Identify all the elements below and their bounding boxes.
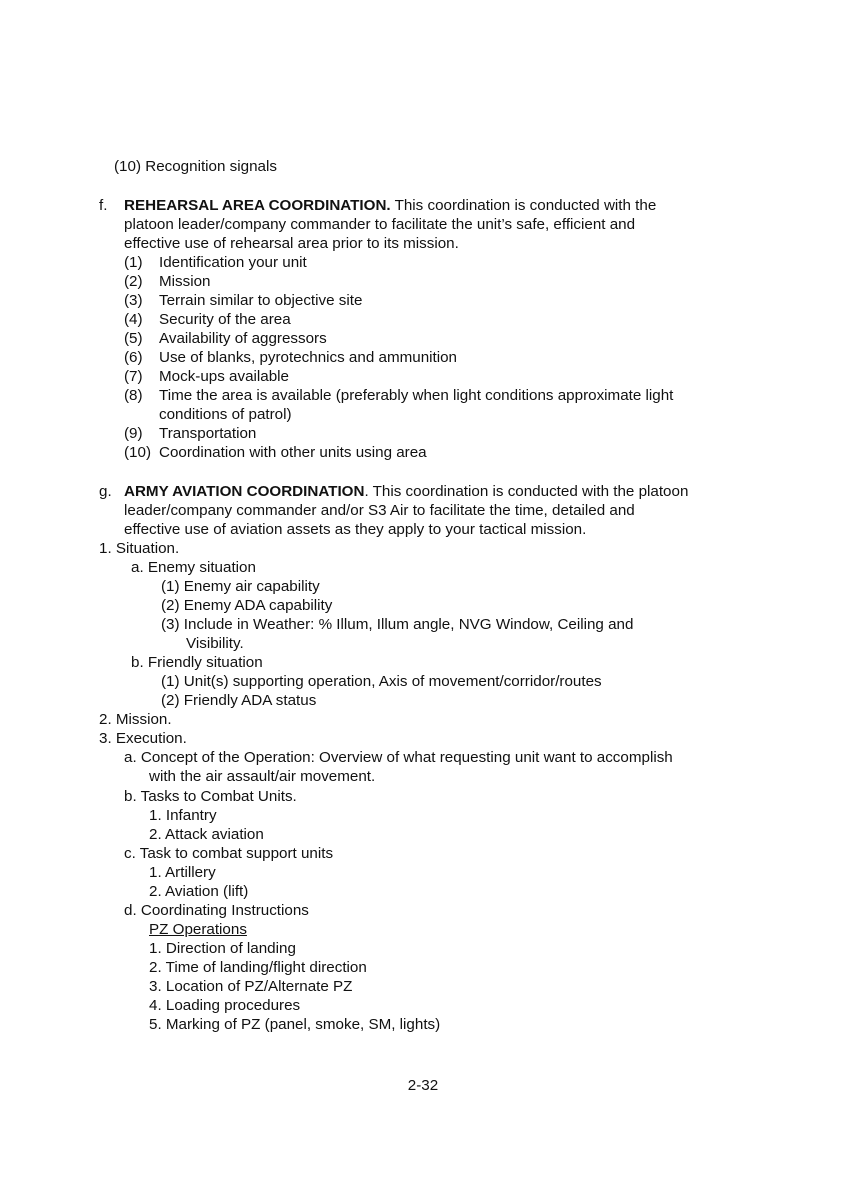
section-f-intro-2: platoon leader/company commander to facilitate the unit’s safe, efficient and — [124, 216, 636, 233]
section-f-item-text: Mission — [159, 273, 211, 290]
section-f-item-text: Transportation — [159, 425, 257, 442]
pz-operations-heading: PZ Operations — [149, 921, 247, 938]
section-f-item-num: (5) — [124, 330, 143, 347]
section-f-item-num: (9) — [124, 425, 143, 442]
section-g-intro-3: effective use of aviation assets as they apply to your tactical mission. — [124, 521, 587, 538]
outline-execution: 3. Execution. — [99, 730, 187, 747]
section-f-item-text: Terrain similar to objective site — [159, 292, 363, 309]
section-f-item-text: Time the area is available (preferably when light conditions approximate light — [159, 387, 674, 404]
pz-operations-item: 4. Loading procedures — [149, 997, 301, 1014]
section-f-item-num: (8) — [124, 387, 143, 404]
outline-enemy-situation: a. Enemy situation — [131, 559, 256, 576]
outline-tasks-combat-item: 1. Infantry — [149, 807, 217, 824]
outline-coordinating-instructions: d. Coordinating Instructions — [124, 902, 309, 919]
outline-tasks-combat-item: 2. Attack aviation — [149, 826, 264, 843]
section-f-item-text: Mock-ups available — [159, 368, 289, 385]
section-f-intro-1: This coordination is conducted with the — [390, 197, 657, 214]
section-f-item-text-continued: conditions of patrol) — [159, 406, 292, 423]
outline-tasks-support: c. Task to combat support units — [124, 845, 334, 862]
section-f-item-text: Coordination with other units using area — [159, 444, 427, 461]
outline-situation: 1. Situation. — [99, 540, 180, 557]
section-f-intro-3: effective use of rehearsal area prior to its mission. — [124, 235, 459, 252]
section-f-item-num: (6) — [124, 349, 143, 366]
section-f-heading: REHEARSAL AREA COORDINATION. — [124, 197, 391, 214]
outline-enemy-item: (3) Include in Weather: % Illum, Illum angle, NVG Window, Ceiling and — [161, 616, 634, 633]
section-g-letter: g. — [99, 483, 112, 500]
section-g-paragraph-line-1 — [124, 482, 688, 501]
section-f-item-num: (2) — [124, 273, 143, 290]
outline-friendly-item: (1) Unit(s) supporting operation, Axis of movement/corridor/routes — [161, 673, 602, 690]
page-number: 2-32 — [407, 1077, 439, 1094]
outline-friendly-situation: b. Friendly situation — [131, 654, 263, 671]
pz-operations-item: 5. Marking of PZ (panel, smoke, SM, lights) — [149, 1016, 441, 1033]
section-f-letter: f. — [99, 197, 108, 214]
section-f-paragraph-line-1 — [124, 196, 656, 215]
section-f-item-num: (7) — [124, 368, 143, 385]
pz-operations-item: 2. Time of landing/flight direction — [149, 959, 367, 976]
section-f-item-num: (1) — [124, 254, 143, 271]
outline-friendly-item: (2) Friendly ADA status — [161, 692, 317, 709]
outline-tasks-combat: b. Tasks to Combat Units. — [124, 788, 297, 805]
pz-operations-item: 3. Location of PZ/Alternate PZ — [149, 978, 353, 995]
outline-concept: a. Concept of the Operation: Overview of what requesting unit want to accomplish — [124, 749, 673, 766]
outline-mission: 2. Mission. — [99, 711, 172, 728]
outline-concept-continued: with the air assault/air movement. — [149, 768, 376, 785]
outline-tasks-support-item: 2. Aviation (lift) — [149, 883, 249, 900]
outline-enemy-item: (1) Enemy air capability — [161, 578, 320, 595]
section-f-item-num: (4) — [124, 311, 143, 328]
outline-tasks-support-item: 1. Artillery — [149, 864, 216, 881]
section-g-heading: ARMY AVIATION COORDINATION — [124, 483, 365, 500]
pz-operations-item: 1. Direction of landing — [149, 940, 296, 957]
outline-enemy-item: (2) Enemy ADA capability — [161, 597, 333, 614]
section-g-intro-2: leader/company commander and/or S3 Air to facilitate the time, detailed and — [124, 502, 635, 519]
section-f-item-text: Use of blanks, pyrotechnics and ammunition — [159, 349, 457, 366]
recognition-signals-item: (10) Recognition signals — [114, 158, 277, 175]
section-f-item-num: (3) — [124, 292, 143, 309]
section-g-intro-1: . This coordination is conducted with the platoon — [364, 483, 689, 500]
section-f-item-text: Security of the area — [159, 311, 291, 328]
section-f-item-text: Identification your unit — [159, 254, 307, 271]
outline-enemy-item-continued: Visibility. — [186, 635, 244, 652]
section-f-item-num: (10) — [124, 444, 152, 461]
section-f-item-text: Availability of aggressors — [159, 330, 327, 347]
